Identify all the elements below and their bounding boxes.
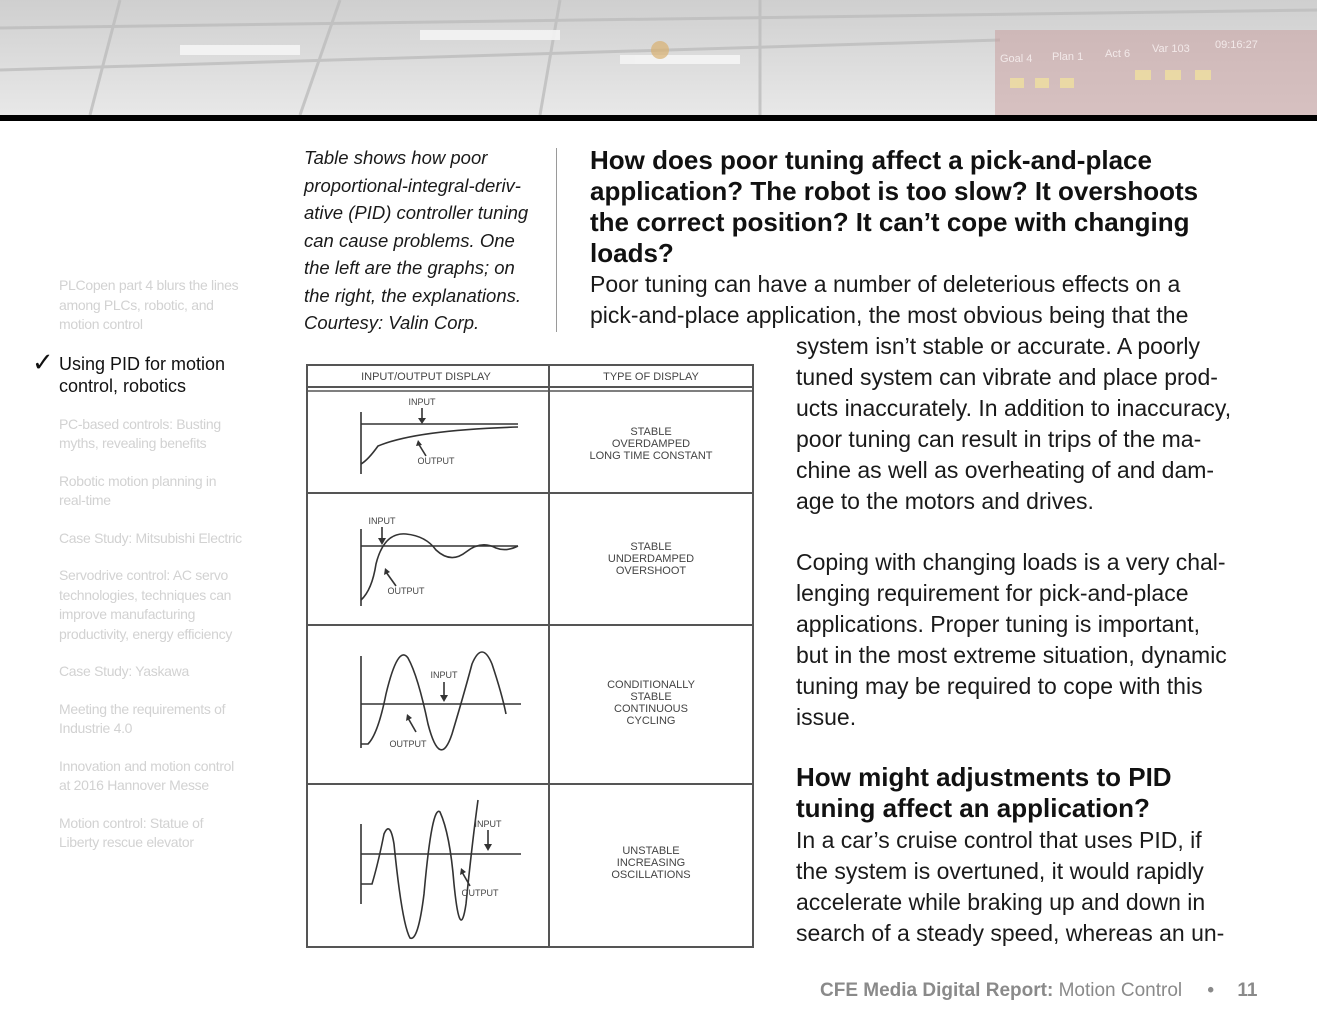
pid-tuning-table	[306, 364, 754, 948]
figure-caption	[304, 144, 544, 337]
heading-line: loads?	[590, 238, 674, 268]
caption-line: ative (PID) controller tuning	[304, 202, 529, 223]
toc-item-label: Case Study: Yaskawa	[59, 663, 189, 679]
publication-name: CFE Media Digital Report:	[820, 980, 1054, 1001]
bullet-separator: •	[1207, 980, 1215, 1001]
table-row	[361, 397, 713, 474]
text-line: the system is overtuned, it would rapidly	[796, 858, 1204, 884]
text-line: issue.	[796, 704, 857, 730]
table-row	[361, 652, 696, 750]
display-type-line: OSCILLATIONS	[611, 869, 691, 881]
caption-line: Courtesy: Valin Corp.	[304, 312, 480, 333]
display-type-line: STABLE	[630, 691, 672, 703]
table-row	[361, 516, 694, 606]
display-label-plan: Plan 1	[1052, 51, 1084, 63]
text-line: but in the most extreme situation, dynamic	[796, 642, 1227, 668]
output-label: OUTPUT	[387, 586, 425, 596]
display-type-line: CONTINUOUS	[614, 703, 688, 715]
toc-item[interactable]	[30, 566, 245, 644]
toc-item[interactable]	[30, 472, 245, 511]
output-curve	[361, 652, 506, 750]
display-type-line: LONG TIME CONSTANT	[589, 450, 713, 462]
display-label-goal: Goal 4	[1000, 53, 1033, 65]
display-label-var: Var 103	[1152, 43, 1190, 55]
output-label: OUTPUT	[389, 739, 427, 749]
toc-item-label: Using PID for motion control, robotics	[59, 353, 226, 396]
caption-line: the right, the explanations.	[304, 284, 522, 306]
heading-line: tuning affect an application?	[796, 793, 1150, 823]
text-line: tuning may be required to cope with this	[796, 673, 1203, 699]
display-type-line: OVERDAMPED	[611, 438, 691, 450]
display-type-line: UNSTABLE	[622, 845, 680, 857]
output-curve	[361, 800, 478, 938]
caption-line: proportional-integral-deriv-	[304, 174, 521, 196]
toc-item-label: Servodrive control: AC servo technologies, techniques can improve manufacturing productivity, energy efficiency	[59, 567, 233, 642]
caption-line: can cause problems. One	[304, 229, 515, 251]
display-type-line: CYCLING	[626, 715, 676, 727]
heading-line: the correct position? It can’t cope with changing	[590, 207, 1190, 237]
toc-item-label: PC-based controls: Busting myths, revealing benefits	[59, 415, 221, 451]
output-curve	[361, 534, 518, 600]
table-row	[361, 800, 691, 938]
text-line: Poor tuning can have a number of deleterious effects on a	[590, 271, 1181, 297]
answer-paragraph	[796, 825, 1224, 949]
factory-ceiling-image	[0, 0, 1317, 115]
section-name: Motion Control	[1058, 980, 1183, 1001]
display-type-line: STABLE	[630, 541, 672, 553]
page-footer	[820, 978, 1257, 1004]
input-label: INPUT	[474, 819, 502, 829]
toc-item-active[interactable]	[30, 347, 245, 397]
question-heading	[590, 145, 1290, 269]
text-line: search of a steady speed, whereas an un-	[796, 920, 1225, 946]
toc-item[interactable]	[30, 529, 245, 549]
input-label: INPUT	[368, 516, 396, 526]
text-line: poor tuning can result in trips of the ma-	[796, 426, 1202, 452]
toc-item[interactable]	[30, 700, 245, 739]
table-header-type: TYPE OF DISPLAY	[603, 371, 699, 383]
caption-line: Table shows how poor	[304, 147, 488, 168]
text-line: In a car’s cruise control that uses PID, if	[796, 827, 1202, 853]
text-line: lenging requirement for pick-and-place	[796, 580, 1189, 606]
text-line: system isn’t stable or accurate. A poorly	[796, 333, 1200, 359]
toc-item-label: Motion control: Statue of Liberty rescue elevator	[59, 814, 204, 850]
answer-paragraph	[796, 331, 1231, 517]
toc-item[interactable]	[30, 814, 245, 853]
display-type-line: CONDITIONALLY	[607, 679, 695, 691]
text-line: applications. Proper tuning is important,	[796, 611, 1200, 637]
display-type-line: STABLE	[630, 426, 672, 438]
toc-item[interactable]	[30, 276, 245, 335]
page-number: 11	[1237, 980, 1258, 1001]
input-label: INPUT	[408, 397, 436, 407]
toc-item[interactable]	[30, 415, 245, 454]
output-label: OUTPUT	[417, 456, 455, 466]
table-of-contents	[30, 276, 245, 871]
display-label-act: Act 6	[1105, 48, 1131, 60]
display-type-line: INCREASING	[616, 857, 686, 869]
heading-line: application? The robot is too slow? It overshoots	[590, 176, 1199, 206]
toc-item-label: Innovation and motion control at 2016 Hannover Messe	[59, 757, 234, 793]
display-type-line: UNDERDAMPED	[607, 553, 695, 565]
display-label-time: 09:16:27	[1215, 39, 1258, 51]
toc-item-label: Case Study: Mitsubishi Electric	[59, 529, 242, 546]
heading-line: How does poor tuning affect a pick-and-place	[590, 145, 1152, 175]
checkmark-icon: ✓	[32, 347, 54, 378]
toc-item[interactable]	[30, 757, 245, 796]
header-photo	[0, 0, 1317, 115]
caption-divider	[556, 148, 557, 332]
header-rule	[0, 115, 1317, 121]
text-line: accelerate while braking up and down in	[796, 889, 1206, 915]
heading-line: How might adjustments to PID	[796, 762, 1172, 792]
answer-paragraph	[796, 547, 1227, 733]
toc-item-label: Meeting the requirements of Industrie 4.0	[59, 700, 226, 736]
text-line: ucts inaccurately. In addition to inaccuracy,	[796, 395, 1232, 421]
text-line: age to the motors and drives.	[796, 488, 1094, 514]
toc-item-label: PLCopen part 4 blurs the lines among PLCs, robotic, and motion control	[59, 277, 239, 332]
toc-item-label: Robotic motion planning in real-time	[59, 472, 217, 508]
input-label: INPUT	[430, 670, 458, 680]
toc-item[interactable]	[30, 662, 245, 682]
table-header-io: INPUT/OUTPUT DISPLAY	[361, 371, 491, 383]
caption-line: the left are the graphs; on	[304, 257, 515, 278]
text-line: pick-and-place application, the most obvious being that the	[590, 302, 1189, 328]
text-line: chine as well as overheating of and dam-	[796, 457, 1215, 483]
answer-paragraph	[590, 269, 1188, 331]
text-line: tuned system can vibrate and place prod-	[796, 364, 1218, 390]
output-label: OUTPUT	[461, 888, 499, 898]
display-type-line: OVERSHOOT	[615, 565, 687, 577]
text-line: Coping with changing loads is a very chal-	[796, 549, 1226, 575]
question-heading	[796, 762, 1296, 824]
